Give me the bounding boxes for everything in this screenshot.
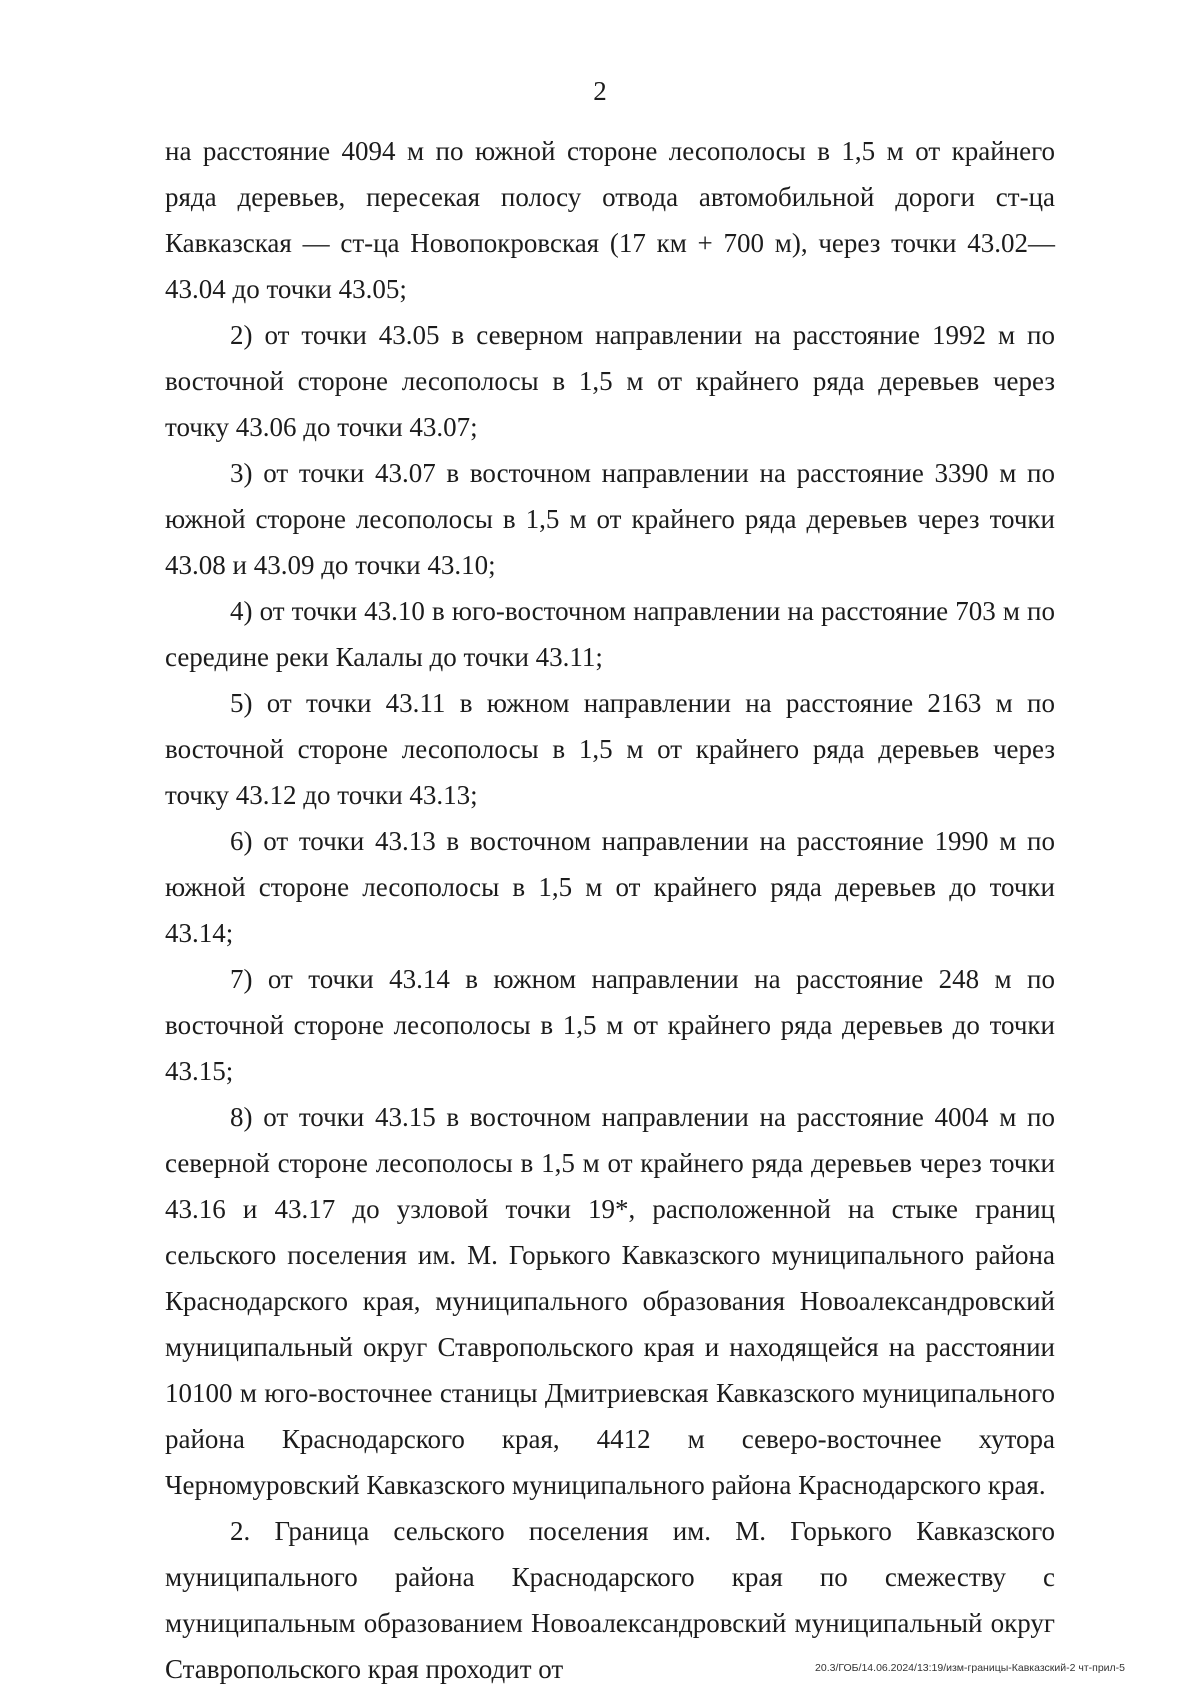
paragraph-item-7: 7) от точки 43.14 в южном направлении на расстояние 248 м по восточной стороне лесополосы в 1,5 м от крайнего ряда деревьев до точки 43.15; xyxy=(165,964,1055,1086)
page-number: 2 xyxy=(593,76,607,106)
paragraph-item-2: 2) от точки 43.05 в северном направлении на расстояние 1992 м по восточной стороне лесополосы в 1,5 м от крайнего ряда деревьев через точку 43.06 до точки 43.07; xyxy=(165,320,1055,442)
paragraph-continuation: на расстояние 4094 м по южной стороне лесополосы в 1,5 м от крайнего ряда деревьев, пересекая полосу отвода автомобильной дороги ст-ца Кавказская — ст-ца Новопокровская (17 км + 700 м), через точки 43.02—43.04 до точки 43.05; xyxy=(165,136,1055,304)
paragraph-item-3: 3) от точки 43.07 в восточном направлении на расстояние 3390 м по южной стороне лесополосы в 1,5 м от крайнего ряда деревьев через точки 43.08 и 43.09 до точки 43.10; xyxy=(165,458,1055,580)
paragraph-item-6: 6) от точки 43.13 в восточном направлении на расстояние 1990 м по южной стороне лесополосы в 1,5 м от крайнего ряда деревьев до точки 43.14; xyxy=(165,826,1055,948)
paragraph-section-2: 2. Граница сельского поселения им. М. Горького Кавказского муниципального района Краснодарского края по смежеству с муниципальным образованием Новоалександровский муниципальный округ Ставропольского края проходит от xyxy=(165,1516,1055,1684)
footer-document-code: 20.3/ГОБ/14.06.2024/13:19/изм-границы-Кавказский-2 чт-прил-5 xyxy=(815,1662,1125,1674)
paragraph-item-5: 5) от точки 43.11 в южном направлении на расстояние 2163 м по восточной стороне лесополосы в 1,5 м от крайнего ряда деревьев через точку 43.12 до точки 43.13; xyxy=(165,688,1055,810)
paragraph-item-8: 8) от точки 43.15 в восточном направлении на расстояние 4004 м по северной стороне лесополосы в 1,5 м от крайнего ряда деревьев через точки 43.16 и 43.17 до узловой точки 19*, расположенной на стыке границ сельского поселения им. М. Горького Кавказского муниципального района Краснодарского края, муниципального образования Новоалександровский муниципальный округ Ставропольского края и находящейся на расстоянии 10100 м юго-восточнее станицы Дмитриевская Кавказского муниципального района Краснодарского края, 4412 м северо-восточнее хутора Черномуровский Кавказского муниципального района Краснодарского края. xyxy=(165,1102,1055,1500)
document-body xyxy=(165,128,1055,1692)
paragraph-item-4: 4) от точки 43.10 в юго-восточном направлении на расстояние 703 м по середине реки Калалы до точки 43.11; xyxy=(165,596,1055,672)
